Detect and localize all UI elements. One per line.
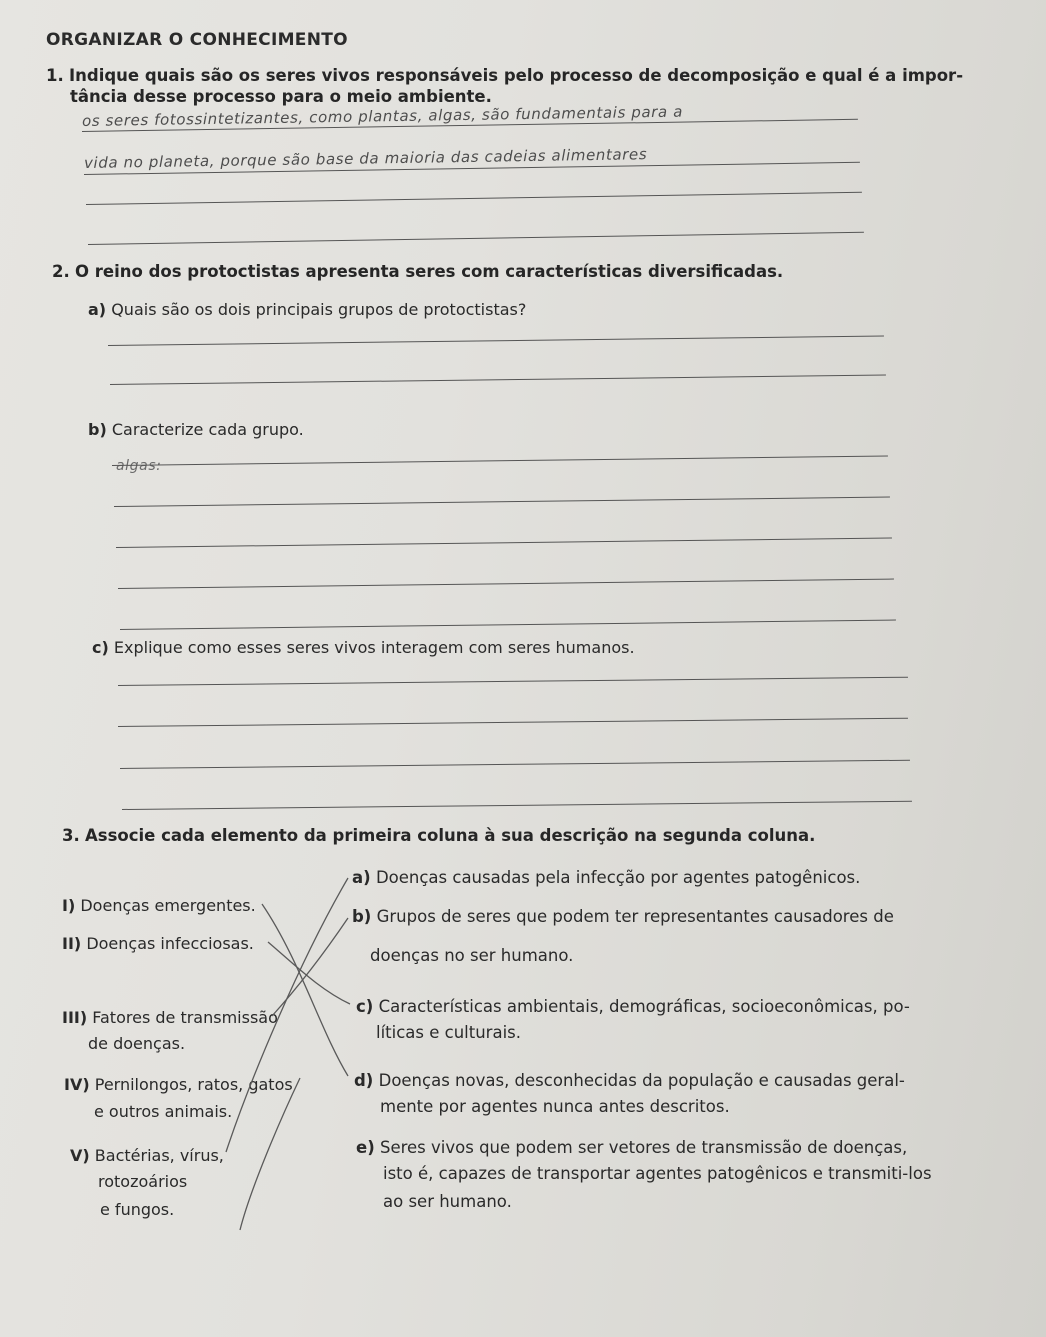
left-item-5-cont2: e fungos. [100, 1200, 175, 1219]
left-item-3-cont: de doenças. [88, 1034, 186, 1053]
right-item-e-cont2: ao ser humano. [383, 1192, 512, 1211]
q2c-text: Explique como esses seres vivos interagem com seres humanos. [113, 638, 635, 657]
right-item-label: d) [354, 1071, 374, 1090]
left-item-label: II) [62, 934, 82, 953]
left-item-text: Bactérias, vírus, [94, 1146, 224, 1165]
left-item-label: III) [62, 1008, 88, 1027]
right-item-text: Doenças causadas pela infecção por agentes patogênicos. [375, 868, 861, 887]
q2a-label: a) [88, 300, 107, 319]
right-item-b-cont: doenças no ser humano. [370, 946, 574, 965]
q1-text-line2: tância desse processo para o meio ambiente. [70, 87, 492, 106]
q1-answer-line1[interactable]: os seres fotossintetizantes, como plantas, algas, são fundamentais para a [81, 102, 684, 130]
right-item-c-cont: líticas e culturais. [376, 1023, 522, 1042]
right-item-label: a) [352, 868, 371, 887]
q3-text: Associe cada elemento da primeira coluna à sua descrição na segunda coluna. [85, 826, 816, 845]
q2-number: 2. [52, 262, 70, 281]
right-item-text: Grupos de seres que podem ter representantes causadores de [376, 907, 894, 926]
link-line-V-a [226, 878, 348, 1152]
q2b-label: b) [88, 420, 107, 439]
right-item-d-cont: mente por agentes nunca antes descritos. [380, 1097, 730, 1116]
left-item-text: Fatores de transmissão [92, 1008, 278, 1027]
q1-number: 1. [46, 66, 64, 85]
right-item-text: Seres vivos que podem ser vetores de transmissão de doenças, [379, 1138, 908, 1157]
q2b-answer[interactable]: algas: [116, 458, 162, 474]
q1-answer-line2[interactable]: vida no planeta, porque são base da maioria das cadeias alimentares [83, 145, 648, 172]
left-item-text: Pernilongos, ratos, gatos [94, 1075, 293, 1094]
right-item-e-cont1: isto é, capazes de transportar agentes patogênicos e transmiti-los [383, 1164, 932, 1183]
q2c-label: c) [92, 638, 109, 657]
right-item-label: e) [356, 1138, 375, 1157]
link-line-III-b [272, 918, 348, 1016]
section-heading: ORGANIZAR O CONHECIMENTO [46, 30, 348, 50]
q2a-text: Quais são os dois principais grupos de protoctistas? [111, 300, 527, 319]
right-item-text: Doenças novas, desconhecidas da população e causadas geral- [378, 1071, 905, 1090]
q3-number: 3. [62, 826, 80, 845]
right-item-label: c) [356, 997, 374, 1016]
link-line-IV-e [240, 1078, 300, 1230]
left-item-label: I) [62, 896, 76, 915]
q2-text: O reino dos protoctistas apresenta seres com características diversificadas. [75, 262, 784, 281]
q2b-text: Caracterize cada grupo. [111, 420, 304, 439]
left-item-text: Doenças infecciosas. [86, 934, 254, 953]
q1-text-line1: Indique quais são os seres vivos responsáveis pelo processo de decomposição e qual é a impor- [69, 66, 964, 85]
left-item-4-cont: e outros animais. [94, 1102, 233, 1121]
link-line-I-d [262, 904, 348, 1076]
left-item-label: V) [70, 1146, 90, 1165]
right-item-text: Características ambientais, demográficas, socioeconômicas, po- [378, 997, 910, 1016]
left-item-label: IV) [64, 1075, 90, 1094]
left-item-5-cont1: rotozoários [98, 1172, 188, 1191]
left-item-text: Doenças emergentes. [80, 896, 256, 915]
right-item-label: b) [352, 907, 372, 926]
